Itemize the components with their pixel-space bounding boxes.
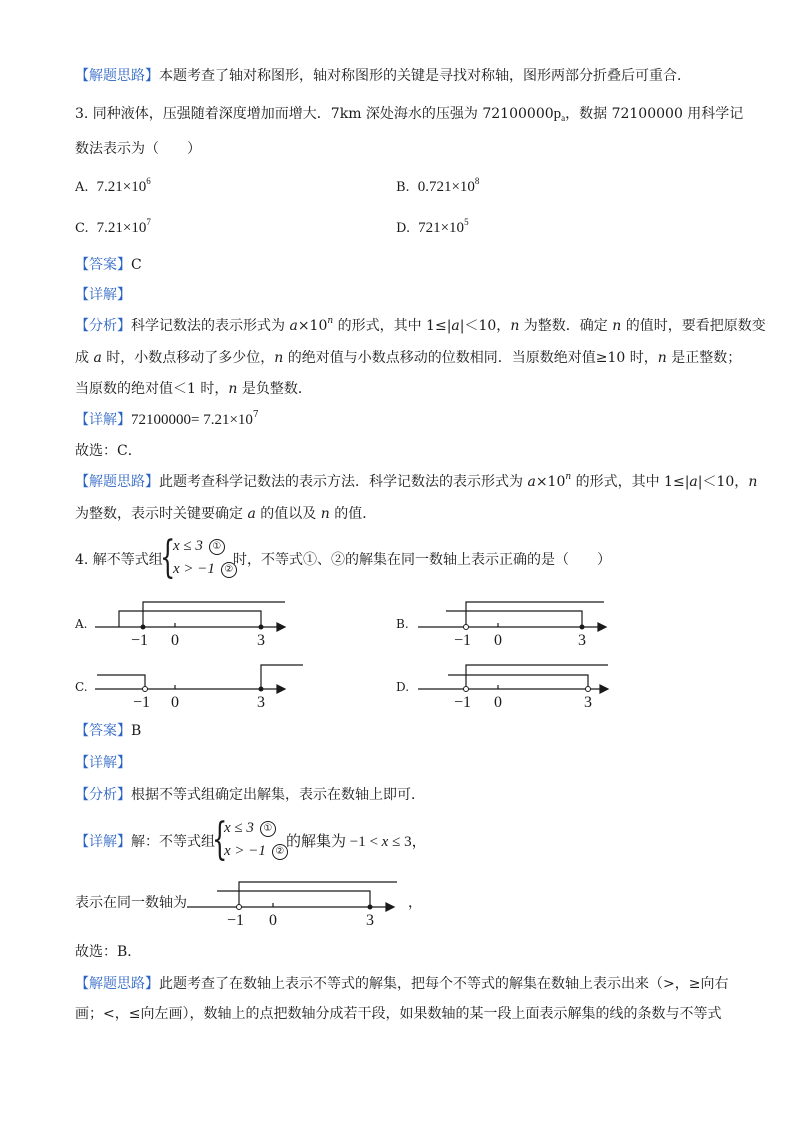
q4-stem-suffix: 时，不等式①、②的解集在同一数轴上表示正确的是（ ）	[233, 552, 611, 568]
svg-text:−1: −1	[227, 912, 245, 929]
q4-thought-line1: 【解题思路】此题考查了在数轴上表示不等式的解集，把每个不等式的解集在数轴上表示出来（>，≥向右	[75, 976, 729, 992]
q4-option-a-letter: A.	[75, 617, 88, 631]
svg-text:0: 0	[269, 912, 277, 929]
q3-analysis-line3: 当原数的绝对值＜1 时，n 是负整数．	[75, 381, 312, 397]
q4-thought-line2: 画；<，≤向左画），数轴上的点把数轴分成若干段，如果数轴的某一段上面表示解集的线的条数与不等式	[75, 1006, 722, 1022]
q3-thought-line1: 【解题思路】此题考查科学记数法的表示方法．科学记数法的表示形式为 $a\times 10^n$ 的形式，其中 1≤|a|＜10，n	[75, 472, 758, 490]
q4-show-text: 表示在同一数轴为	[75, 895, 187, 911]
svg-text:0: 0	[171, 694, 179, 711]
q4-detail-ineq2: x > −1 ②	[224, 843, 288, 860]
q3-stem-line2: 数法表示为（ ）	[75, 141, 201, 157]
unit-pa: $p_a$	[553, 106, 566, 123]
svg-text:−1: −1	[454, 694, 472, 711]
q4-solution-numberline	[187, 878, 417, 928]
svg-text:3: 3	[257, 694, 265, 711]
q4-option-a-numberline	[95, 598, 295, 648]
q4-option-b-letter: B.	[396, 617, 409, 631]
q4-option-d-letter: D.	[396, 680, 410, 694]
q4-option-c-letter: C.	[75, 680, 88, 694]
q4-detail-title: 【详解】	[75, 755, 131, 771]
answer-heading: 【答案】	[75, 257, 131, 273]
q3-thought-line2: 为整数，表示时关键要确定 a 的值以及 n 的值．	[75, 506, 377, 522]
q3-option-d: D. $721\times 10^5$	[396, 217, 469, 236]
q3-option-b: B. $0.721\times 10^8$	[396, 176, 480, 195]
svg-text:−1: −1	[454, 632, 472, 649]
q3-stem-line1	[75, 104, 743, 124]
q4-detail-solution: 的解集为 −1 < x ≤ 3，	[286, 834, 427, 850]
q4-answer: 【答案】B	[75, 723, 142, 739]
svg-text:3: 3	[366, 912, 374, 929]
q4-stem-prefix: 4. 解不等式组	[75, 552, 163, 568]
q4-brace: {	[160, 532, 176, 583]
q3-analysis-line1: 【分析】科学记数法的表示形式为 $a\times 10^n$ 的形式，其中 1≤|a|＜10，n 为整数．确定 n 的值时，要看把原数变	[75, 316, 766, 334]
q4-option-b-numberline	[418, 598, 618, 648]
svg-text:0: 0	[494, 694, 502, 711]
q3-stem-tail: ，数据 72100000 用科学记	[565, 106, 744, 122]
q4-detail-brace: {	[212, 814, 228, 865]
q4-detail-line: 【详解】解：不等式组	[75, 834, 215, 850]
q3-option-a: A. $7.21\times 10^6$	[75, 176, 151, 195]
q3-choose: 故选：C．	[75, 443, 142, 459]
svg-text:3: 3	[584, 694, 592, 711]
svg-text:0: 0	[494, 632, 502, 649]
q3-answer	[75, 255, 142, 275]
thought-heading: 【解题思路】	[75, 68, 159, 84]
q2-thought-line	[75, 66, 691, 86]
svg-text:−1: −1	[133, 694, 151, 711]
q4-detail-ineq1: x ≤ 3 ①	[224, 820, 276, 837]
q4-option-d-numberline	[418, 660, 618, 710]
q3-stem-text: 3. 同种液体，压强随着深度增加而增大．7km 深处海水的压强为 72100000	[75, 106, 554, 122]
answer-value: C	[131, 257, 142, 273]
q4-option-c-numberline	[95, 660, 315, 710]
svg-text:−1: −1	[131, 632, 149, 649]
q3-detail-line: 【详解】$72100000= 7.21\times 10^7$	[75, 410, 259, 428]
q4-ineq1: x ≤ 3 ①	[173, 538, 225, 555]
q3-analysis-line2: 成 a 时，小数点移动了多少位，n 的绝对值与小数点移动的位数相同．当原数绝对值≥10 时，n 是正整数；	[75, 350, 742, 366]
q4-analysis: 【分析】根据不等式组确定出解集，表示在数轴上即可．	[75, 787, 425, 803]
q4-choose: 故选：B．	[75, 944, 142, 960]
q3-option-c: C. $7.21\times 10^7$	[75, 217, 151, 236]
svg-text:0: 0	[171, 632, 179, 649]
q3-detail-title: 【详解】	[75, 287, 131, 303]
svg-text:3: 3	[578, 632, 586, 649]
svg-text:3: 3	[257, 632, 265, 649]
q4-ineq2: x > −1 ②	[173, 561, 237, 578]
q4-show-comma: ，	[408, 895, 422, 911]
thought-text: 本题考查了轴对称图形，轴对称图形的关键是寻找对称轴，图形两部分折叠后可重合．	[159, 68, 691, 84]
